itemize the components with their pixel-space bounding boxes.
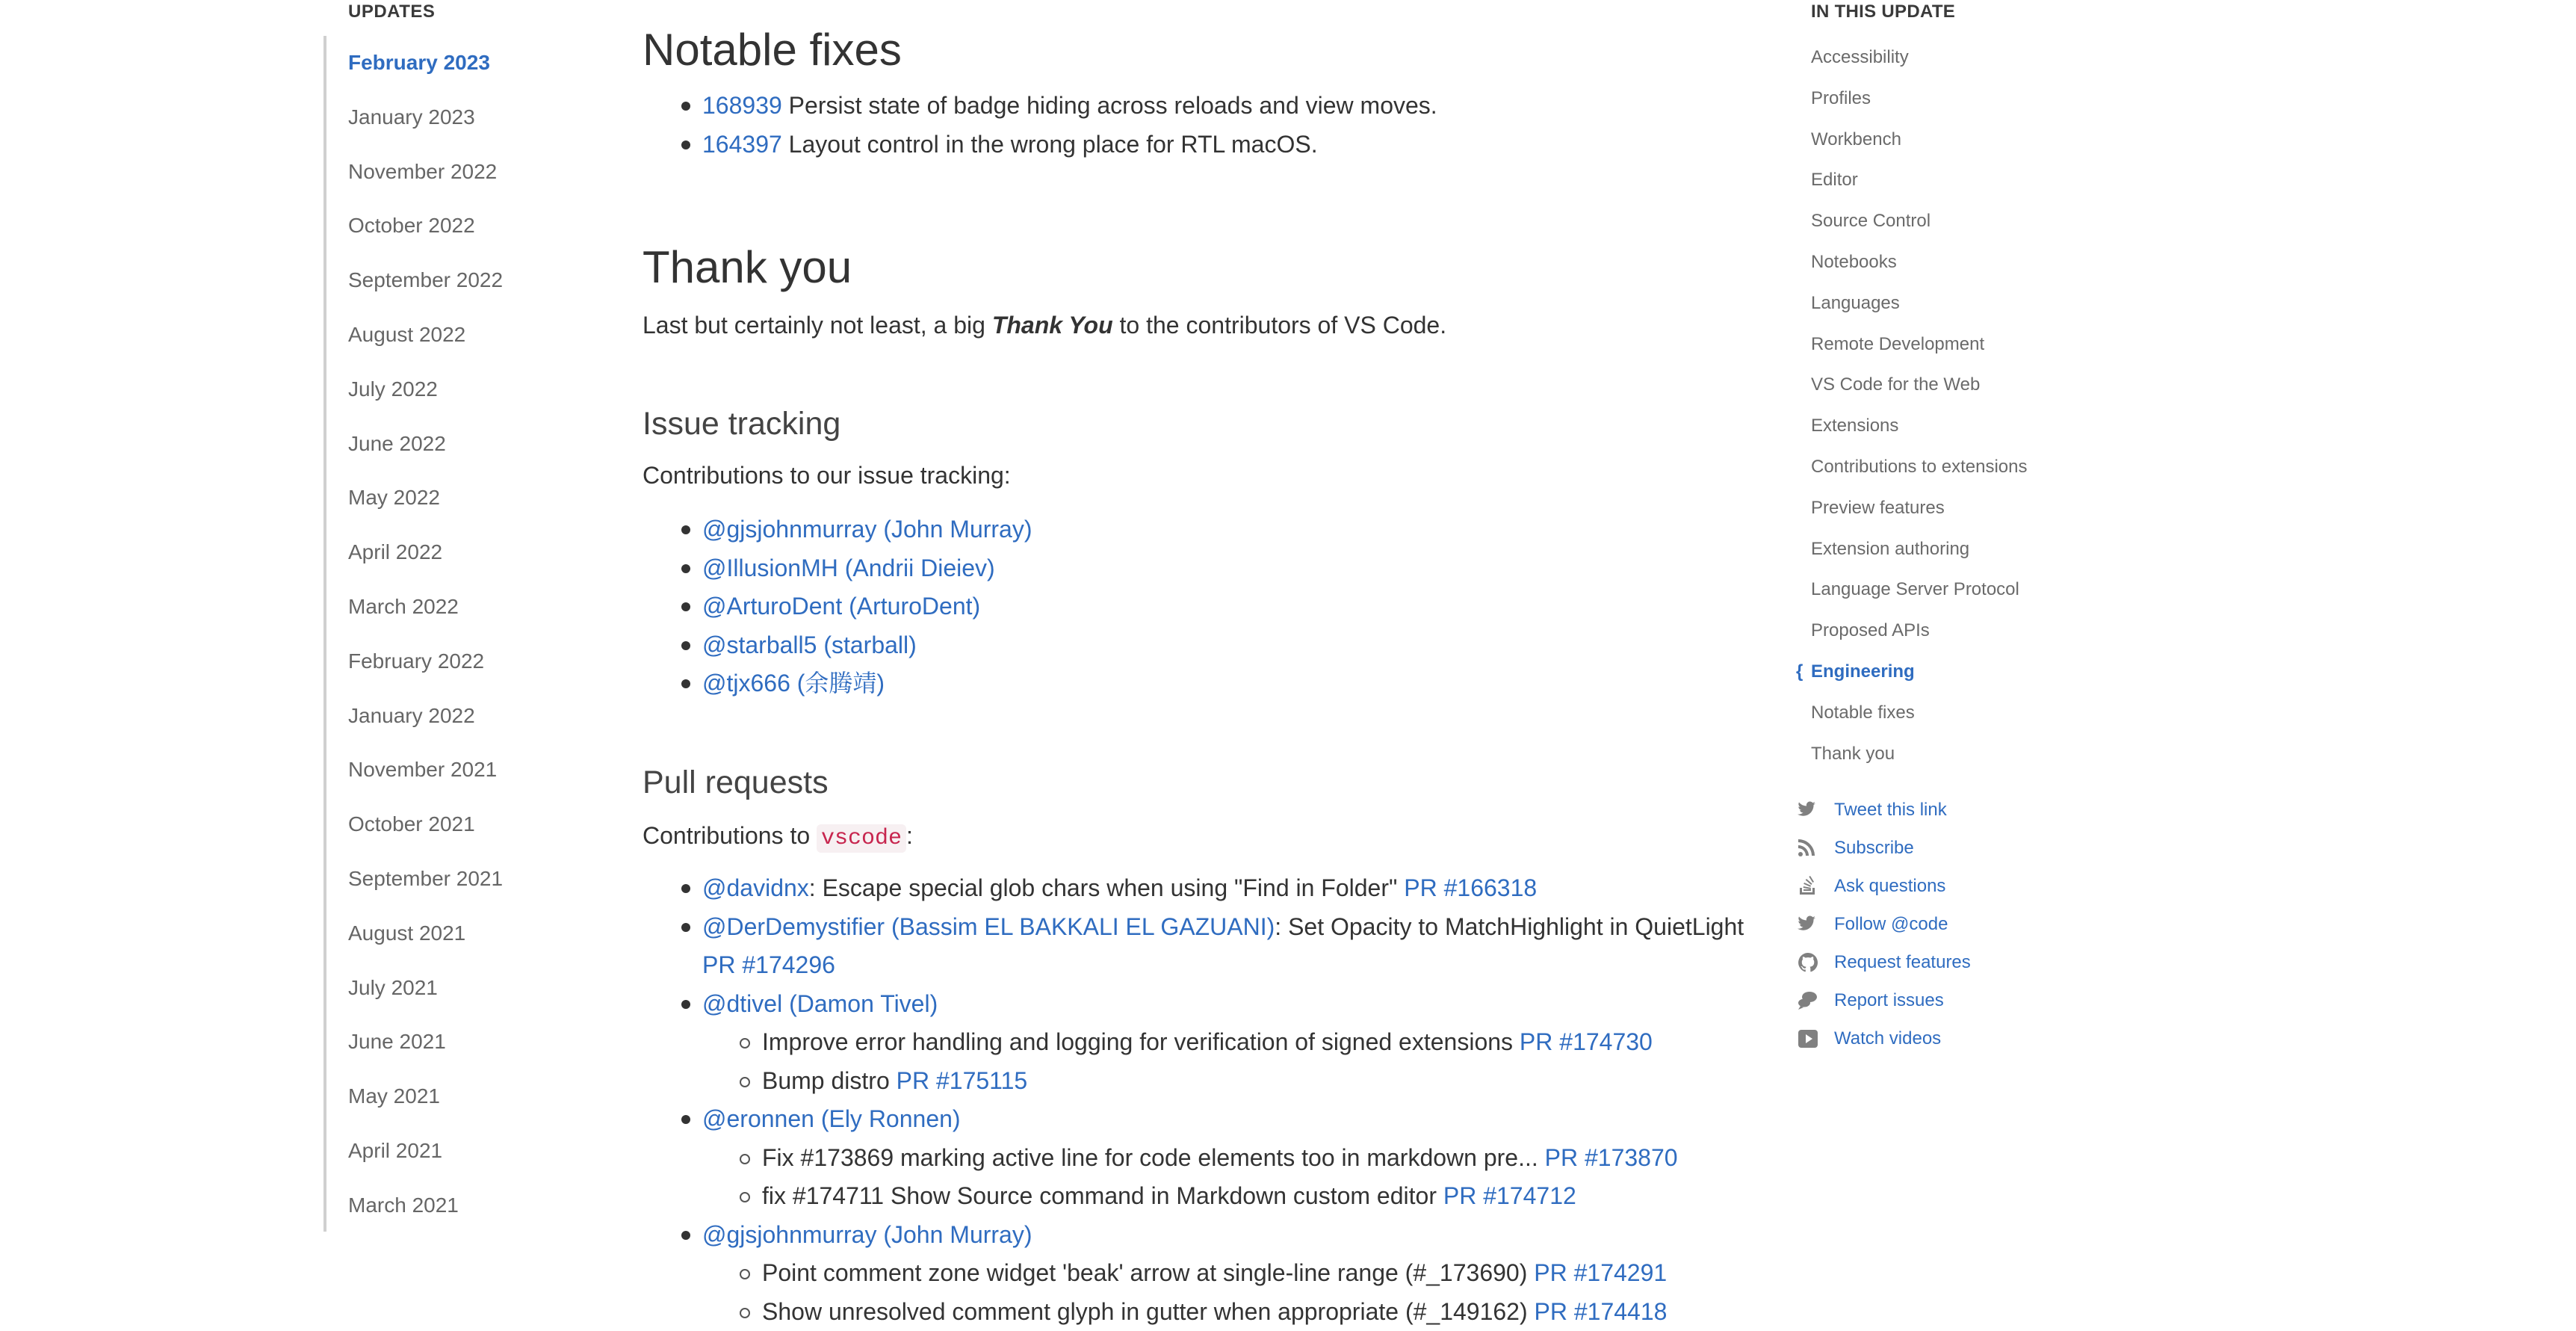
updates-nav-item[interactable]: May 2021: [348, 1069, 503, 1124]
social-link-label[interactable]: Tweet this link: [1834, 791, 1947, 829]
updates-nav-item[interactable]: October 2021: [348, 797, 503, 852]
toc-item[interactable]: Language Server Protocol: [1811, 569, 2028, 611]
social-link[interactable]: [1796, 943, 1971, 981]
list-item: [702, 1216, 1763, 1255]
notable-fixes-heading: Notable fixes: [643, 20, 902, 80]
sidebar-divider: [323, 36, 326, 1232]
list-item: [762, 1023, 1763, 1062]
toc-item[interactable]: Languages: [1811, 283, 2028, 324]
list-item: [762, 1139, 1763, 1178]
list-item: [702, 908, 1763, 985]
updates-nav-item[interactable]: May 2022: [348, 471, 503, 525]
updates-nav-item[interactable]: January 2023: [348, 90, 503, 145]
pr-description: Point comment zone widget 'beak' arrow at single-line range (#_173690): [762, 1259, 1534, 1286]
pr-link[interactable]: PR #175115: [897, 1067, 1028, 1094]
updates-nav-item[interactable]: August 2021: [348, 907, 503, 961]
updates-nav-item[interactable]: July 2021: [348, 961, 503, 1016]
t1: Last but certainly not least, a big: [643, 312, 992, 339]
pr-description: : Escape special glob chars when using "Find in Folder": [809, 874, 1404, 901]
list-item: [702, 664, 1763, 703]
social-link[interactable]: [1796, 905, 1971, 943]
updates-nav: [348, 36, 503, 1233]
toc-item[interactable]: Remote Development: [1811, 324, 2028, 365]
pr-link[interactable]: PR #174418: [1535, 1298, 1668, 1325]
list-item: [702, 587, 1763, 626]
social-link[interactable]: [1796, 867, 1971, 905]
toc-item[interactable]: VS Code for the Web: [1811, 365, 2028, 406]
updates-nav-item[interactable]: October 2022: [348, 199, 503, 253]
updates-nav-item[interactable]: April 2021: [348, 1124, 503, 1179]
list-item: [702, 510, 1763, 549]
toc-item[interactable]: Accessibility: [1811, 37, 2028, 78]
stackoverflow-icon: [1796, 876, 1820, 897]
pull-requests-list: [702, 869, 1763, 1331]
contributor-link[interactable]: @tjx666 (余腾靖): [702, 670, 885, 697]
issue-tracking-intro: Contributions to our issue tracking:: [643, 456, 1011, 495]
updates-heading: UPDATES: [348, 1, 435, 22]
pr-link[interactable]: PR #174291: [1534, 1259, 1667, 1286]
social-link-label[interactable]: Follow @code: [1834, 905, 1948, 943]
contributor-link[interactable]: @dtivel (Damon Tivel): [702, 990, 938, 1017]
toc-item[interactable]: Contributions to extensions: [1811, 447, 2028, 488]
pull-requests-intro: [643, 816, 913, 858]
social-link-label[interactable]: Ask questions: [1834, 867, 1945, 905]
github-icon: [1796, 952, 1820, 973]
updates-nav-item[interactable]: August 2022: [348, 308, 503, 362]
in-this-update-nav: [1811, 37, 2028, 774]
issue-link[interactable]: 164397: [702, 131, 782, 158]
pr-description: fix #174711 Show Source command in Markdown custom editor: [762, 1182, 1443, 1209]
list-item: [702, 985, 1763, 1024]
updates-nav-item[interactable]: March 2021: [348, 1179, 503, 1233]
pr-description: Fix #173869 marking active line for code elements too in markdown pre...: [762, 1144, 1545, 1171]
social-link[interactable]: [1796, 829, 1971, 867]
twitter-icon: [1796, 800, 1820, 821]
contributor-link[interactable]: @DerDemystifier (Bassim EL BAKKALI EL GAZUANI): [702, 913, 1275, 940]
contributor-link[interactable]: @davidnx: [702, 874, 809, 901]
updates-nav-item[interactable]: September 2021: [348, 852, 503, 907]
updates-nav-item[interactable]: November 2022: [348, 145, 503, 200]
updates-nav-item[interactable]: March 2022: [348, 580, 503, 634]
pr-description: Bump distro: [762, 1067, 897, 1094]
pr-link[interactable]: PR #173870: [1545, 1144, 1678, 1171]
list-item: [702, 87, 1763, 126]
updates-nav-item[interactable]: February 2022: [348, 634, 503, 689]
twitter-icon: [1796, 914, 1820, 935]
pr-description: Show unresolved comment glyph in gutter when appropriate (#_149162): [762, 1298, 1535, 1325]
thank-you-heading: Thank you: [643, 238, 852, 297]
updates-nav-item[interactable]: April 2022: [348, 525, 503, 580]
social-link-label[interactable]: Report issues: [1834, 981, 1944, 1019]
social-link[interactable]: [1796, 1019, 1971, 1057]
intro-post: :: [906, 822, 913, 849]
updates-nav-item[interactable]: July 2022: [348, 362, 503, 417]
updates-nav-item[interactable]: September 2022: [348, 253, 503, 308]
toc-item[interactable]: Notable fixes: [1811, 693, 2028, 734]
list-item: [702, 869, 1763, 908]
notable-fixes-list: [702, 87, 1763, 164]
list-item: [762, 1177, 1763, 1216]
toc-item[interactable]: Preview features: [1811, 488, 2028, 529]
contributor-link[interactable]: @ArturoDent (ArturoDent): [702, 593, 980, 620]
vscode-code: vscode: [817, 824, 906, 853]
thank-you-text: [643, 306, 1446, 345]
social-links: [1796, 791, 1971, 1057]
rss-icon: [1796, 838, 1820, 859]
in-this-update-heading: IN THIS UPDATE: [1811, 1, 1955, 22]
intro-pre: Contributions to: [643, 822, 817, 849]
toc-item[interactable]: Extension authoring: [1811, 529, 2028, 570]
pr-link[interactable]: PR #174712: [1443, 1182, 1576, 1209]
issue-link[interactable]: 168939: [702, 92, 782, 119]
toc-item[interactable]: Notebooks: [1811, 242, 2028, 283]
list-item: [702, 626, 1763, 665]
toc-item[interactable]: Proposed APIs: [1811, 611, 2028, 652]
updates-nav-item[interactable]: November 2021: [348, 743, 503, 797]
toc-item[interactable]: Extensions: [1811, 406, 2028, 447]
contributor-link[interactable]: @starball5 (starball): [702, 631, 917, 658]
pr-description: Improve error handling and logging for verification of signed extensions: [762, 1028, 1520, 1055]
social-link-label[interactable]: Request features: [1834, 943, 1971, 981]
toc-item[interactable]: Workbench: [1811, 120, 2028, 161]
list-item: [702, 126, 1763, 164]
pr-link[interactable]: PR #166318: [1404, 874, 1537, 901]
list-item: [702, 1100, 1763, 1139]
issue-tracking-heading: Issue tracking: [643, 401, 840, 446]
pr-link[interactable]: PR #174730: [1520, 1028, 1653, 1055]
contributor-link[interactable]: @IllusionMH (Andrii Dieiev): [702, 555, 995, 581]
toc-item[interactable]: Editor: [1811, 160, 2028, 201]
social-link-label[interactable]: Subscribe: [1834, 829, 1914, 867]
social-link[interactable]: [1796, 981, 1971, 1019]
pr-link[interactable]: PR #174296: [702, 951, 835, 978]
item-text: Persist state of badge hiding across reloads and view moves.: [782, 92, 1437, 119]
pr-description: : Set Opacity to MatchHighlight in QuietLight: [1275, 913, 1744, 940]
youtube-icon: [1796, 1028, 1820, 1049]
list-item: [762, 1254, 1763, 1293]
list-item: [702, 549, 1763, 588]
social-link-label[interactable]: Watch videos: [1834, 1019, 1941, 1057]
chat-icon: [1796, 990, 1820, 1011]
updates-nav-item[interactable]: June 2022: [348, 417, 503, 472]
thank-you-emphasis: Thank You: [992, 312, 1113, 339]
contributor-link[interactable]: @gjsjohnmurray (John Murray): [702, 1221, 1032, 1248]
social-link[interactable]: [1796, 791, 1971, 829]
list-item: [762, 1062, 1763, 1101]
contributor-link[interactable]: @gjsjohnmurray (John Murray): [702, 516, 1032, 543]
toc-item[interactable]: Thank you: [1811, 734, 2028, 775]
toc-item[interactable]: Source Control: [1811, 201, 2028, 242]
issue-contributors-list: [702, 510, 1763, 703]
pull-requests-heading: Pull requests: [643, 760, 829, 805]
item-text: Layout control in the wrong place for RTL macOS.: [782, 131, 1318, 158]
contributor-link[interactable]: @eronnen (Ely Ronnen): [702, 1105, 961, 1132]
list-item: [762, 1293, 1763, 1331]
t2: to the contributors of VS Code.: [1113, 312, 1446, 339]
updates-nav-item[interactable]: June 2021: [348, 1015, 503, 1069]
updates-nav-item[interactable]: January 2022: [348, 689, 503, 744]
toc-item[interactable]: Profiles: [1811, 78, 2028, 120]
updates-nav-item[interactable]: February 2023: [348, 36, 503, 90]
toc-item[interactable]: { Engineering: [1811, 652, 2028, 693]
